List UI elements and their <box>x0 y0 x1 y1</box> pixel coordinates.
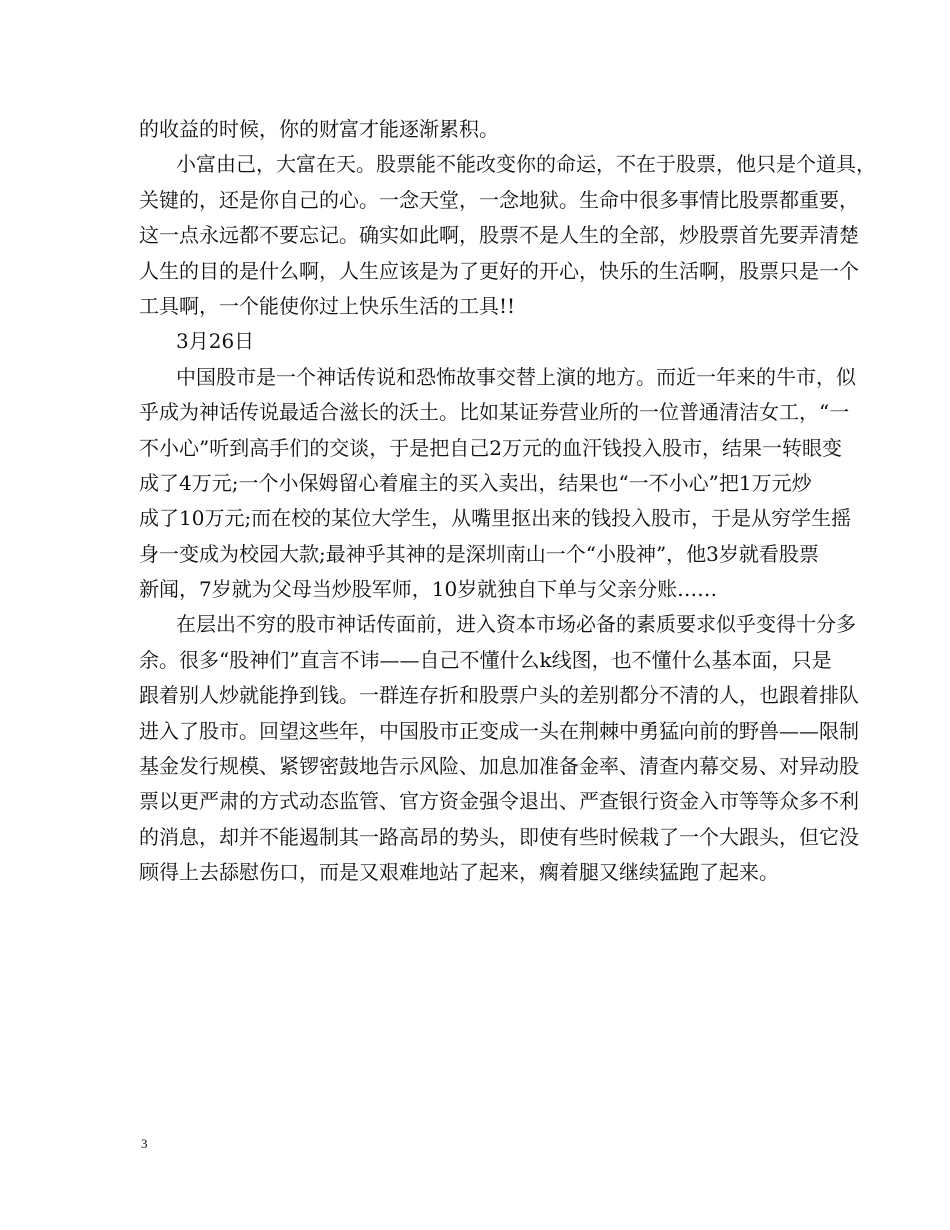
date-heading: 3月26日 <box>176 329 255 354</box>
text-line: 这一点永远都不要忘记。确实如此啊，股票不是人生的全部，炒股票首先要弄清楚 <box>139 223 859 248</box>
text-line: 顾得上去舔慰伤口，而是又艰难地站了起来，瘸着腿又继续猛跑了起来。 <box>139 860 779 885</box>
text-line: 成了10万元;而在校的某位大学生，从嘴里抠出来的钱投入股市，于是从穷学生摇 <box>139 506 852 531</box>
text-line: 的收益的时候，你的财富才能逐渐累积。 <box>139 117 499 141</box>
text-line: 新闻，7岁就为父母当炒股军师，10岁就独自下单与父亲分账…… <box>139 577 718 602</box>
text-line: 工具啊，一个能使你过上快乐生活的工具!! <box>139 293 516 318</box>
text-line: 票以更严肃的方式动态监管、官方资金强令退出、严查银行资金入市等等众多不利 <box>139 789 859 814</box>
text-line: 余。很多“股神们”直言不讳——自己不懂什么k线图，也不懂什么基本面，只是 <box>139 647 832 672</box>
text-line: 关键的，还是你自己的心。一念天堂，一念地狱。生命中很多事情比股票都重要， <box>139 187 859 212</box>
text-line: 乎成为神话传说最适合滋长的沃土。比如某证券营业所的一位普通清洁女工，“一 <box>139 400 850 425</box>
text-line: 的消息，却并不能遏制其一路高昂的势头，即使有些时候栽了一个大跟头，但它没 <box>139 824 859 849</box>
text-line: 小富由己，大富在天。股票能不能改变你的命运，不在于股票，他只是个道具， <box>176 152 876 177</box>
text-line: 跟着别人炒就能挣到钱。一群连存折和股票户头的差别都分不清的人，也跟着排队 <box>139 683 859 708</box>
text-line: 不小心”听到高手们的交谈，于是把自己2万元的血汗钱投入股市，结果一转眼变 <box>139 435 842 460</box>
text-line: 进入了股市。回望这些年，中国股市正变成一头在荆棘中勇猛向前的野兽——限制 <box>139 718 859 743</box>
text-line: 成了4万元;一个小保姆留心着雇主的买入卖出，结果也“一不小心”把1万元炒 <box>139 470 812 495</box>
text-line: 基金发行规模、紧锣密鼓地告示风险、加息加准备金率、清查内幕交易、对异动股 <box>139 754 859 779</box>
text-line: 身一变成为校园大款;最神乎其神的是深圳南山一个“小股神”，他3岁就看股票 <box>139 541 819 566</box>
text-line: 人生的目的是什么啊，人生应该是为了更好的开心，快乐的生活啊，股票只是一个 <box>139 258 859 283</box>
text-line: 中国股市是一个神话传说和恐怖故事交替上演的地方。而近一年来的牛市，似 <box>176 364 856 389</box>
page-number: 3 <box>141 1136 148 1151</box>
document-body <box>139 112 876 891</box>
text-line: 在层出不穷的股市神话传面前，进入资本市场必备的素质要求似乎变得十分多 <box>176 612 856 637</box>
